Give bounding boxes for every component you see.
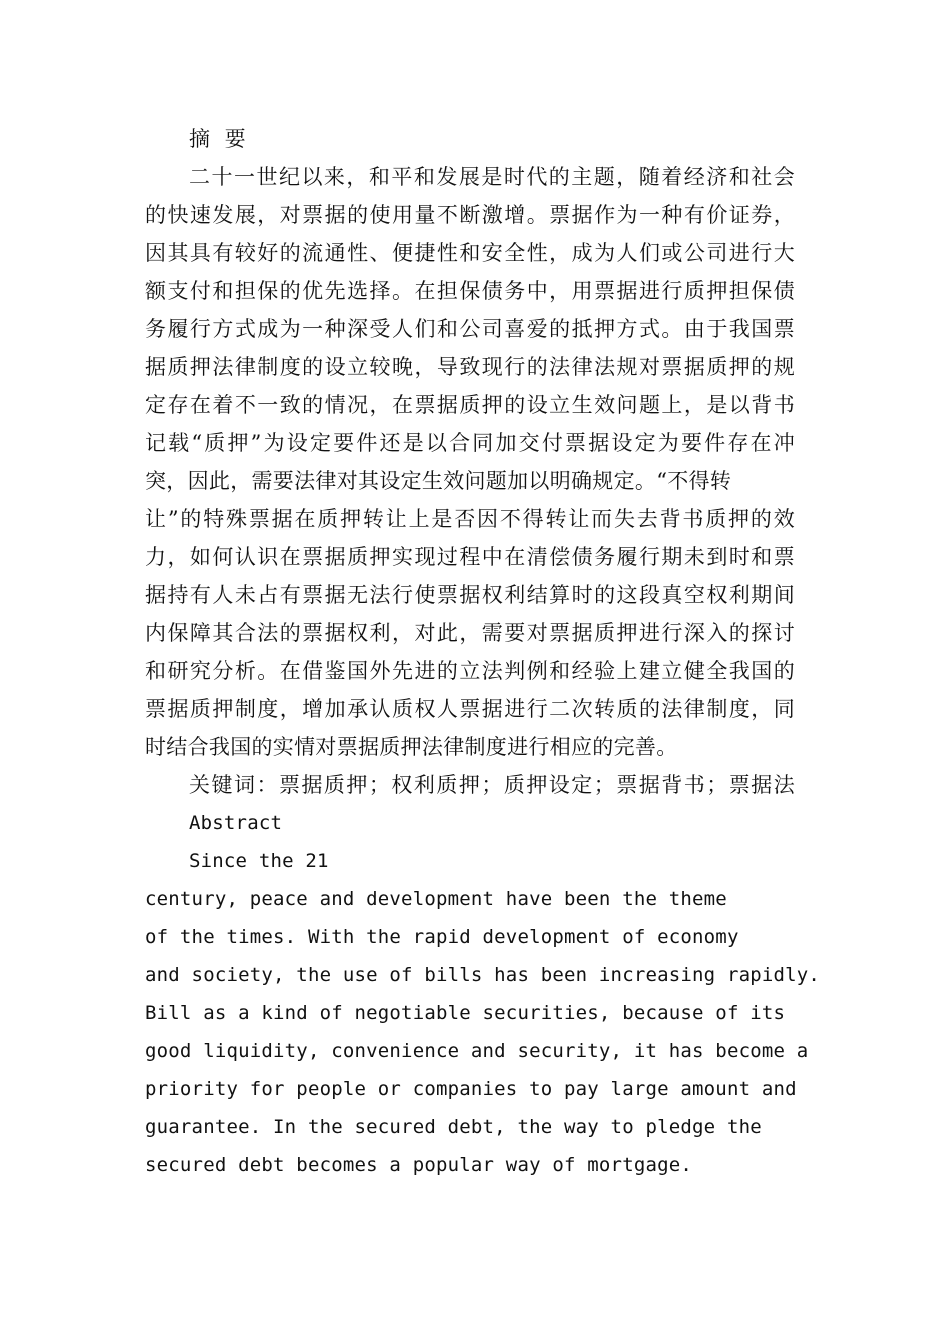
abstract-cn-heading-text: 摘 要 (189, 127, 250, 151)
abstract-cn-line: 定存在着不一致的情况，在票据质押的设立生效问题上，是以背书 (145, 393, 795, 417)
abstract-en-line: century, peace and development have been the theme (145, 888, 727, 910)
abstract-cn-line: 据质押法律制度的设立较晚，导致现行的法律法规对票据质押的规 (145, 355, 795, 379)
abstract-cn-line: 额支付和担保的优先选择。在担保债务中，用票据进行质押担保债 (145, 279, 795, 303)
abstract-en-heading: Abstract (189, 812, 283, 834)
abstract-cn-line: 二十一世纪以来，和平和发展是时代的主题，随着经济和社会 (189, 165, 795, 189)
abstract-en-line: Since the 21 (189, 850, 329, 872)
document-page (145, 120, 821, 1184)
abstract-cn-body (145, 158, 795, 766)
abstract-en-line: secured debt becomes a popular way of mortgage. (145, 1154, 693, 1176)
abstract-en-line: good liquidity, convenience and security, it has become a (145, 1040, 809, 1062)
abstract-cn-line: 内保障其合法的票据权利，对此，需要对票据质押进行深入的探讨 (145, 621, 795, 645)
abstract-cn-line: 时结合我国的实情对票据质押法律制度进行相应的完善。 (145, 735, 678, 759)
abstract-cn-line: 突，因此，需要法律对其设定生效问题加以明确规定。“不得转 (145, 469, 732, 493)
abstract-cn-line: 的快速发展，对票据的使用量不断激增。票据作为一种有价证券， (145, 203, 795, 227)
abstract-cn-line: 力，如何认识在票据质押实现过程中在清偿债务履行期未到时和票 (145, 545, 795, 569)
keywords-line: 关键词：票据质押；权利质押；质押设定；票据背书；票据法 (189, 773, 795, 797)
abstract-en-body (145, 842, 821, 1184)
abstract-cn-line: 据持有人未占有票据无法行使票据权利结算时的这段真空权利期间 (145, 583, 795, 607)
abstract-cn-line: 让”的特殊票据在质押转让上是否因不得转让而失去背书质押的效 (145, 507, 795, 531)
abstract-cn-line: 和研究分析。在借鉴国外先进的立法判例和经验上建立健全我国的 (145, 659, 795, 683)
abstract-en-line: and society, the use of bills has been increasing rapidly. (145, 964, 821, 986)
abstract-en-line: of the times. With the rapid development of economy (145, 926, 739, 948)
abstract-en-line: Bill as a kind of negotiable securities, because of its (145, 1002, 786, 1024)
abstract-cn-line: 因其具有较好的流通性、便捷性和安全性，成为人们或公司进行大 (145, 241, 795, 265)
abstract-cn-line: 票据质押制度，增加承认质权人票据进行二次转质的法律制度，同 (145, 697, 795, 721)
abstract-cn-line: 务履行方式成为一种深受人们和公司喜爱的抵押方式。由于我国票 (145, 317, 795, 341)
abstract-cn-line: 记载“质押”为设定要件还是以合同加交付票据设定为要件存在冲 (145, 431, 795, 455)
abstract-cn-heading (145, 120, 795, 158)
abstract-en-line: guarantee. In the secured debt, the way to pledge the (145, 1116, 762, 1138)
abstract-en-line: priority for people or companies to pay large amount and (145, 1078, 797, 1100)
